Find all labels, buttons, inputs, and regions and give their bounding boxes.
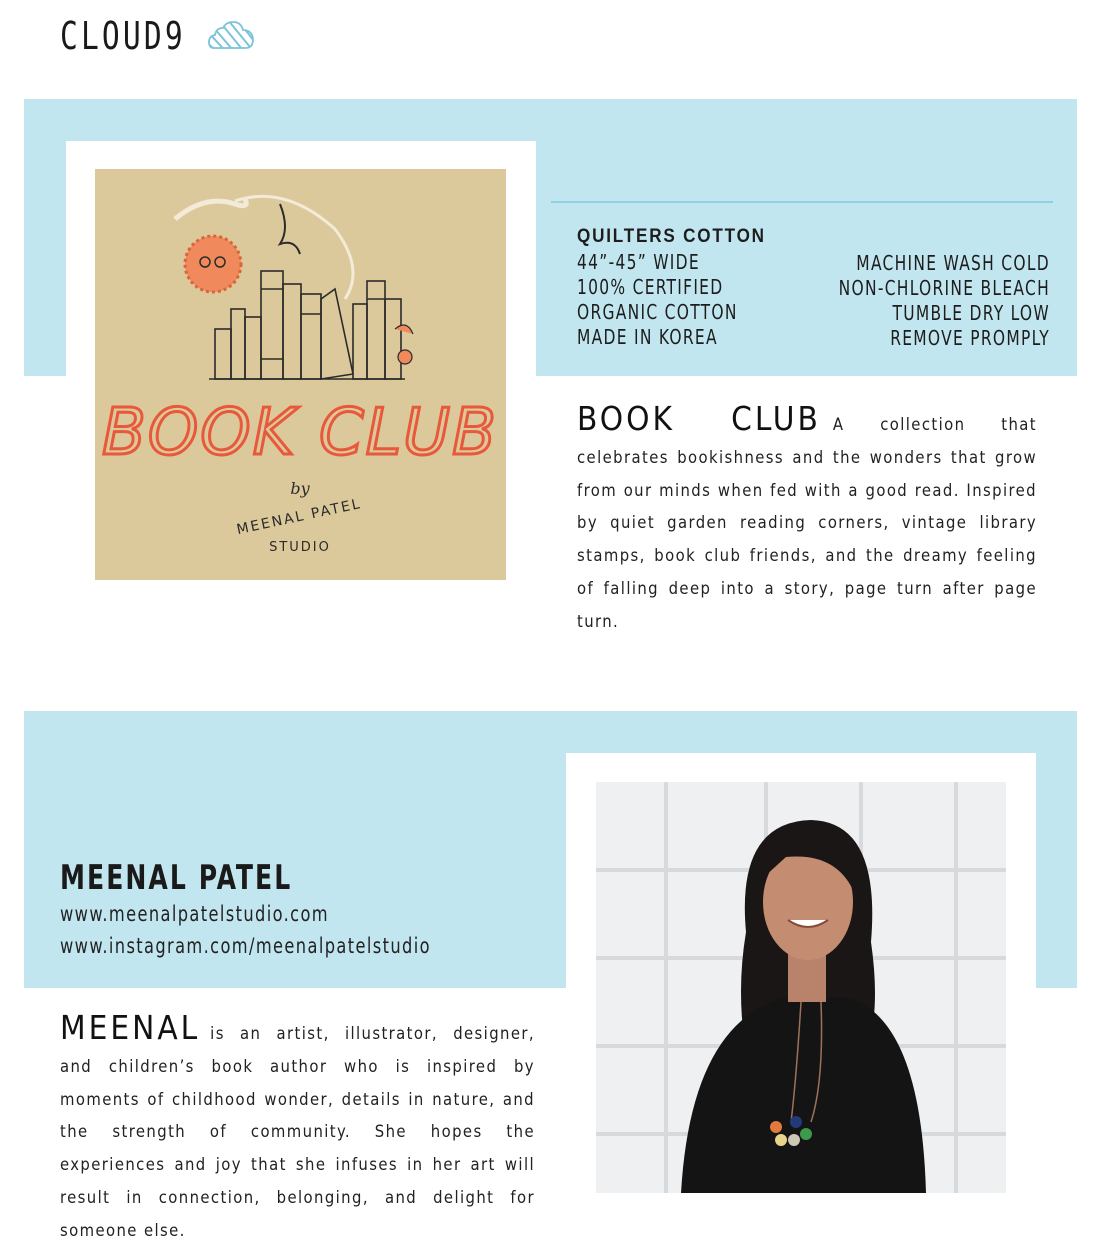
brand-logo xyxy=(60,14,254,58)
designer-bio-lead: MEENAL xyxy=(60,1008,201,1047)
care-wash: MACHINE WASH COLD xyxy=(856,251,1050,275)
art-studio-line2: STUDIO xyxy=(269,540,331,555)
designer-bio xyxy=(60,1008,535,1248)
art-by-text: by xyxy=(290,479,310,498)
art-title-text: BOOK CLUB xyxy=(101,396,499,470)
instagram-link[interactable]: www.instagram.com/meenalpatelstudio xyxy=(60,934,431,958)
website-link[interactable]: www.meenalpatelstudio.com xyxy=(60,902,329,926)
designer-name: MEENAL PATEL xyxy=(60,858,293,898)
spec-width: 44”-45” WIDE xyxy=(577,250,700,274)
portrait-image xyxy=(596,782,1006,1193)
care-remove: REMOVE PROMPLY xyxy=(890,326,1050,350)
art-studio-line1: MEENAL PATEL xyxy=(235,496,364,539)
designer-photo xyxy=(596,782,1006,1193)
collection-description-text: A collection that celebrates bookishness and the wonders that grow from our minds when fed with a good read. Inspired by quiet garden reading corners, vintage library stamps, book club friends, and the dreamy feeling of falling deep into a story, page turn after page turn. xyxy=(577,415,1037,631)
collection-art xyxy=(95,169,506,580)
designer-bio-text: is an artist, illustrator, designer, and children’s book author who is inspired by moments of childhood wonder, details in nature, and the strength of community. She hopes the experiences and joy that she infuses in her art will result in connection, belonging, and delight for someone else. xyxy=(60,1024,535,1240)
spec-certified: 100% CERTIFIED xyxy=(577,275,724,299)
specs-title: QUILTERS COTTON xyxy=(577,226,766,247)
cloud-icon xyxy=(208,20,254,52)
collection-description xyxy=(577,399,1037,639)
collection-title: BOOK CLUB xyxy=(577,399,821,438)
care-dry: TUMBLE DRY LOW xyxy=(892,301,1050,325)
care-bleach: NON-CHLORINE BLEACH xyxy=(838,276,1050,300)
brand-name: CLOUD9 xyxy=(60,14,186,58)
spec-organic: ORGANIC COTTON xyxy=(577,300,738,324)
spec-origin: MADE IN KOREA xyxy=(577,325,718,349)
book-club-illustration xyxy=(95,169,506,580)
specs-divider xyxy=(551,201,1053,203)
